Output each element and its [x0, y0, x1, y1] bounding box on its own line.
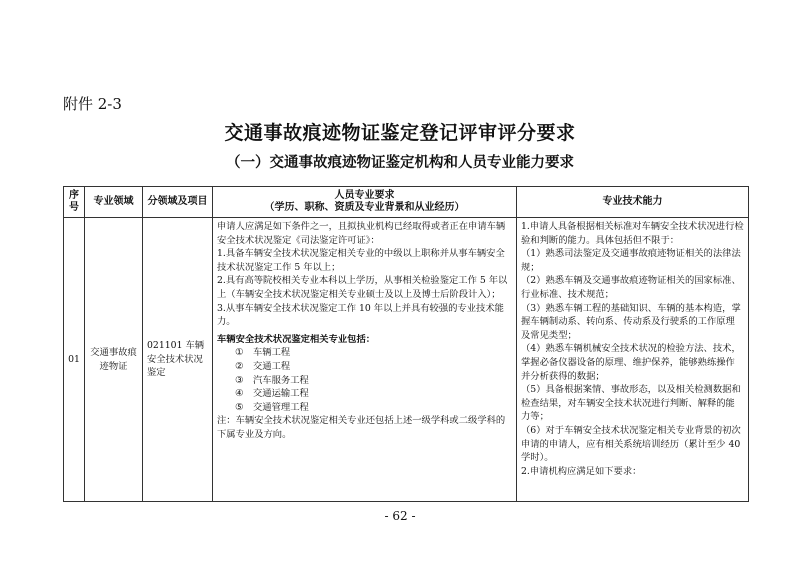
related-major-text: 车辆工程 — [253, 347, 291, 359]
technical-item: （4）熟悉车辆机械安全技术状况的检验方法、技术，掌握必备仪器设备的原理、维护保养，能够熟练操作并分析获得的数据； — [521, 343, 741, 382]
personnel-paragraph: 1.具备车辆安全技术状况鉴定相关专业的中级以上职称并从事车辆安全技术状况鉴定工作 5 年以上； — [217, 248, 505, 273]
related-major-text: 交通管理工程 — [253, 401, 309, 413]
personnel-paragraph: 3.从事车辆安全技术状况鉴定工作 10 年以上并具有较强的专业技术能力。 — [217, 302, 504, 328]
header-field: 专业领域 — [85, 187, 143, 218]
related-major-item — [217, 346, 512, 360]
related-major-text: 交通运输工程 — [253, 388, 309, 400]
personnel-note: 注：车辆安全技术状况鉴定相关专业还包括上述一级学科或二级学科的下属专业及方向。 — [217, 415, 506, 440]
technical-item: （6）对于车辆安全技术状况鉴定相关专业背景的初次申请的申请人，应有相关系统培训经历（累计至少 40 学时）。 — [521, 424, 741, 464]
table-header-row — [64, 187, 749, 218]
related-major-item — [217, 374, 512, 388]
related-major-mark: ⑤ — [235, 401, 244, 413]
page-number: - 62 - — [384, 509, 416, 523]
related-major-mark: ② — [235, 360, 244, 372]
technical-item: 2.申请机构应满足如下要求： — [521, 465, 642, 477]
header-personnel-line1: 人员专业要求 — [334, 190, 395, 201]
document-subtitle: （一）交通事故痕迹物证鉴定机构和人员专业能力要求 — [226, 154, 574, 171]
related-majors-title: 车辆安全技术状况鉴定相关专业包括： — [217, 333, 376, 345]
technical-item: （5）具备根据案情、事故形态，以及相关检测数据和检查结果，对车辆安全技术状况进行判断、解释的能力等； — [521, 384, 741, 423]
document-title: 交通事故痕迹物证鉴定登记评审评分要求 — [224, 122, 576, 144]
technical-item: （1）熟悉司法鉴定及交通事故痕迹物证相关的法律法规； — [521, 248, 741, 273]
related-major-mark: ④ — [235, 388, 244, 400]
header-subfield: 分领域及项目 — [143, 187, 213, 218]
related-major-mark: ③ — [235, 374, 244, 386]
header-personnel — [213, 187, 517, 218]
technical-item: 1.申请人具备根据相关标准对车辆安全技术状况进行检验和判断的能力。具体包括但不限于： — [521, 221, 744, 246]
row-field: 交通事故痕迹物证 — [85, 218, 143, 502]
header-technical: 专业技术能力 — [517, 187, 749, 218]
row-seq: 01 — [64, 218, 85, 502]
related-major-text: 汽车服务工程 — [253, 374, 309, 386]
related-major-item — [217, 401, 512, 415]
personnel-paragraph: 申请人应满足如下条件之一，且拟执业机构已经取得或者正在申请车辆安全技术状况鉴定《司法鉴定许可证》： — [217, 221, 506, 246]
technical-item: （2）熟悉车辆及交通事故痕迹物证相关的国家标准、行业标准、技术规范； — [521, 275, 741, 300]
personnel-paragraph: 2.具有高等院校相关专业本科以上学历，从事相关检验鉴定工作 5 年以上（车辆安全技术状况鉴定相关专业硕士及以上及博士后阶段计入）； — [217, 275, 508, 300]
attachment-label: 附件 2-3 — [63, 95, 122, 113]
row-subfield: 021101 车辆安全技术状况鉴定 — [143, 218, 213, 502]
technical-item: （3）熟悉车辆工程的基础知识、车辆的基本构造，掌握车辆制动系、转向系、传动系及行驶系的工作原理及常见类型； — [521, 302, 741, 341]
related-major-mark: ① — [235, 347, 244, 359]
header-seq: 序号 — [64, 187, 85, 218]
requirements-table — [63, 186, 749, 502]
header-personnel-line2: （学历、职称、资质及专业背景和从业经历） — [264, 202, 465, 213]
related-major-item — [217, 360, 512, 374]
related-major-text: 交通工程 — [253, 360, 291, 372]
table-row — [64, 218, 749, 502]
row-personnel — [213, 218, 517, 502]
row-technical — [517, 218, 749, 502]
related-major-item — [217, 387, 512, 401]
